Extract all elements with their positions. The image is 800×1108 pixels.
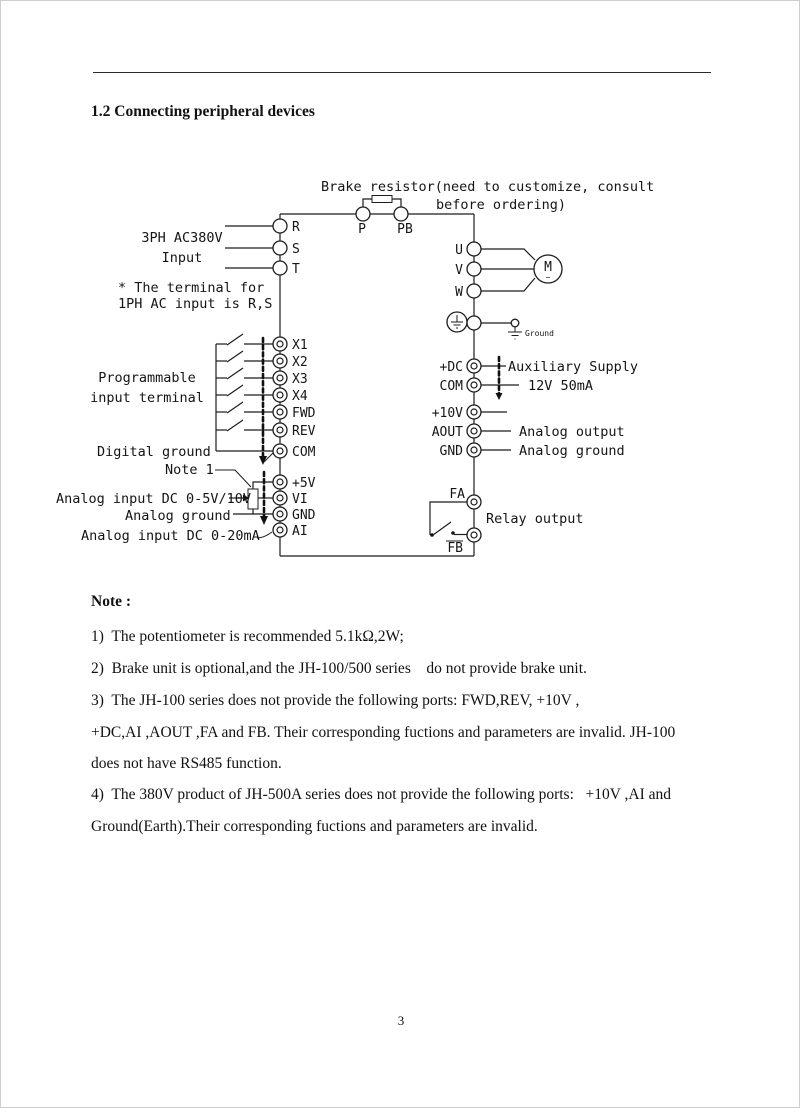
analog-ground-right-label: Analog ground xyxy=(519,443,625,459)
terminal-u xyxy=(467,242,481,256)
terminal-gnd-label: GND xyxy=(292,508,316,523)
motor-letter: M xyxy=(544,260,552,275)
control-terminal-section xyxy=(432,357,638,459)
switch-x3 xyxy=(216,368,273,379)
terminal-w xyxy=(467,284,481,298)
terminal-p-label: P xyxy=(358,222,366,237)
switch-rev xyxy=(216,420,273,431)
analog-output-label: Analog output xyxy=(519,424,625,440)
note-line: Ground(Earth).Their corresponding fuctions and parameters are invalid. xyxy=(91,818,538,835)
programmable-label-line1: Programmable xyxy=(98,370,196,386)
terminal-v xyxy=(467,262,481,276)
terminal-earth xyxy=(467,316,481,330)
terminal-p xyxy=(356,207,370,221)
note-line: 2) Brake unit is optional,and the JH-100/500 series do not provide brake unit. xyxy=(91,660,587,677)
power-input-section xyxy=(118,219,300,312)
motor-wave: ~ xyxy=(545,273,551,282)
terminal-com-right-label: COM xyxy=(439,379,463,394)
wiring-diagram xyxy=(1,1,800,581)
switch-fwd xyxy=(216,402,273,413)
ground-terminal xyxy=(511,319,519,327)
note-line: 4) The 380V product of JH-500A series does not provide the following ports: +10V ,AI and xyxy=(91,786,672,803)
terminal-r-label: R xyxy=(292,220,300,235)
page-number: 3 xyxy=(397,1013,405,1028)
shield-arrow-aux xyxy=(496,393,503,400)
switch-x4 xyxy=(216,385,273,396)
motor-output-section xyxy=(455,242,562,300)
analog-input-section xyxy=(56,462,316,544)
terminal-gnd-right-label: GND xyxy=(439,444,463,459)
terminal-x4-label: X4 xyxy=(292,389,308,404)
earth-section xyxy=(447,312,554,339)
note-line: 1) The potentiometer is recommended 5.1kΩ,2W; xyxy=(91,628,404,645)
shield-arrow-analog xyxy=(260,516,268,525)
terminal-s xyxy=(273,241,287,255)
terminal-fwd-label: FWD xyxy=(292,406,316,421)
power-input-label-line1: 3PH AC380V xyxy=(141,230,223,246)
terminal-x3-label: X3 xyxy=(292,372,308,387)
terminal-aout-label: AOUT xyxy=(431,425,463,440)
ground-label: Ground xyxy=(525,329,554,338)
terminal-dc-label: +DC xyxy=(439,360,463,375)
terminal-t-label: T xyxy=(292,262,300,277)
brake-resistor-circuit xyxy=(321,179,654,237)
terminal-pb xyxy=(394,207,408,221)
relay-output-label: Relay output xyxy=(486,511,584,527)
relay-section xyxy=(430,487,584,556)
digital-ground-label: Digital ground xyxy=(97,444,211,460)
switch-x1 xyxy=(216,334,273,345)
terminal-s-label: S xyxy=(292,242,300,257)
single-phase-note-line1: * The terminal for xyxy=(118,280,265,296)
analog-current-input-label: Analog input DC 0-20mA xyxy=(81,528,260,544)
terminal-10v-label: +10V xyxy=(431,406,463,421)
terminal-rev-label: REV xyxy=(292,424,316,439)
terminal-5v-label: +5V xyxy=(292,476,316,491)
terminal-u-label: U xyxy=(455,243,463,258)
terminal-pb-label: PB xyxy=(397,222,413,237)
terminal-fa-label: FA xyxy=(449,487,465,502)
terminal-vi-label: VI xyxy=(292,492,308,507)
section-title: 1.2 Connecting peripheral devices xyxy=(91,103,315,120)
digital-input-section xyxy=(90,334,316,465)
switch-x2 xyxy=(216,351,273,362)
programmable-label-line2: input terminal xyxy=(90,390,204,406)
note-line: +DC,AI ,AOUT ,FA and FB. Their corresponding fuctions and parameters are invalid. JH-100 xyxy=(91,724,676,741)
terminal-x1-label: X1 xyxy=(292,338,308,353)
terminal-t xyxy=(273,261,287,275)
analog-voltage-input-label: Analog input DC 0-5V/10V xyxy=(56,491,252,507)
note1-label: Note 1 xyxy=(165,462,214,478)
terminal-v-label: V xyxy=(455,263,463,278)
note-line: does not have RS485 function. xyxy=(91,755,282,772)
terminal-ai-label: AI xyxy=(292,524,308,539)
brake-resistor-label-line2: before ordering) xyxy=(436,197,567,213)
terminal-com-label: COM xyxy=(292,445,316,460)
aux-supply-label-line1: Auxiliary Supply xyxy=(508,359,639,375)
terminal-x2-label: X2 xyxy=(292,355,308,370)
notes-heading: Note : xyxy=(91,593,132,610)
power-input-label-line2: Input xyxy=(161,250,203,266)
single-phase-note-line2: 1PH AC input is R,S xyxy=(118,296,273,312)
terminal-w-label: W xyxy=(455,285,463,300)
aux-supply-label-line2: 12V 50mA xyxy=(528,378,594,394)
analog-ground-left-label: Analog ground xyxy=(125,508,231,524)
terminal-fb-label: FB xyxy=(447,541,463,556)
note-line: 3) The JH-100 series does not provide the following ports: FWD,REV, +10V , xyxy=(91,692,580,709)
terminal-r xyxy=(273,219,287,233)
brake-resistor-label-line1: Brake resistor(need to customize, consult xyxy=(321,179,655,195)
